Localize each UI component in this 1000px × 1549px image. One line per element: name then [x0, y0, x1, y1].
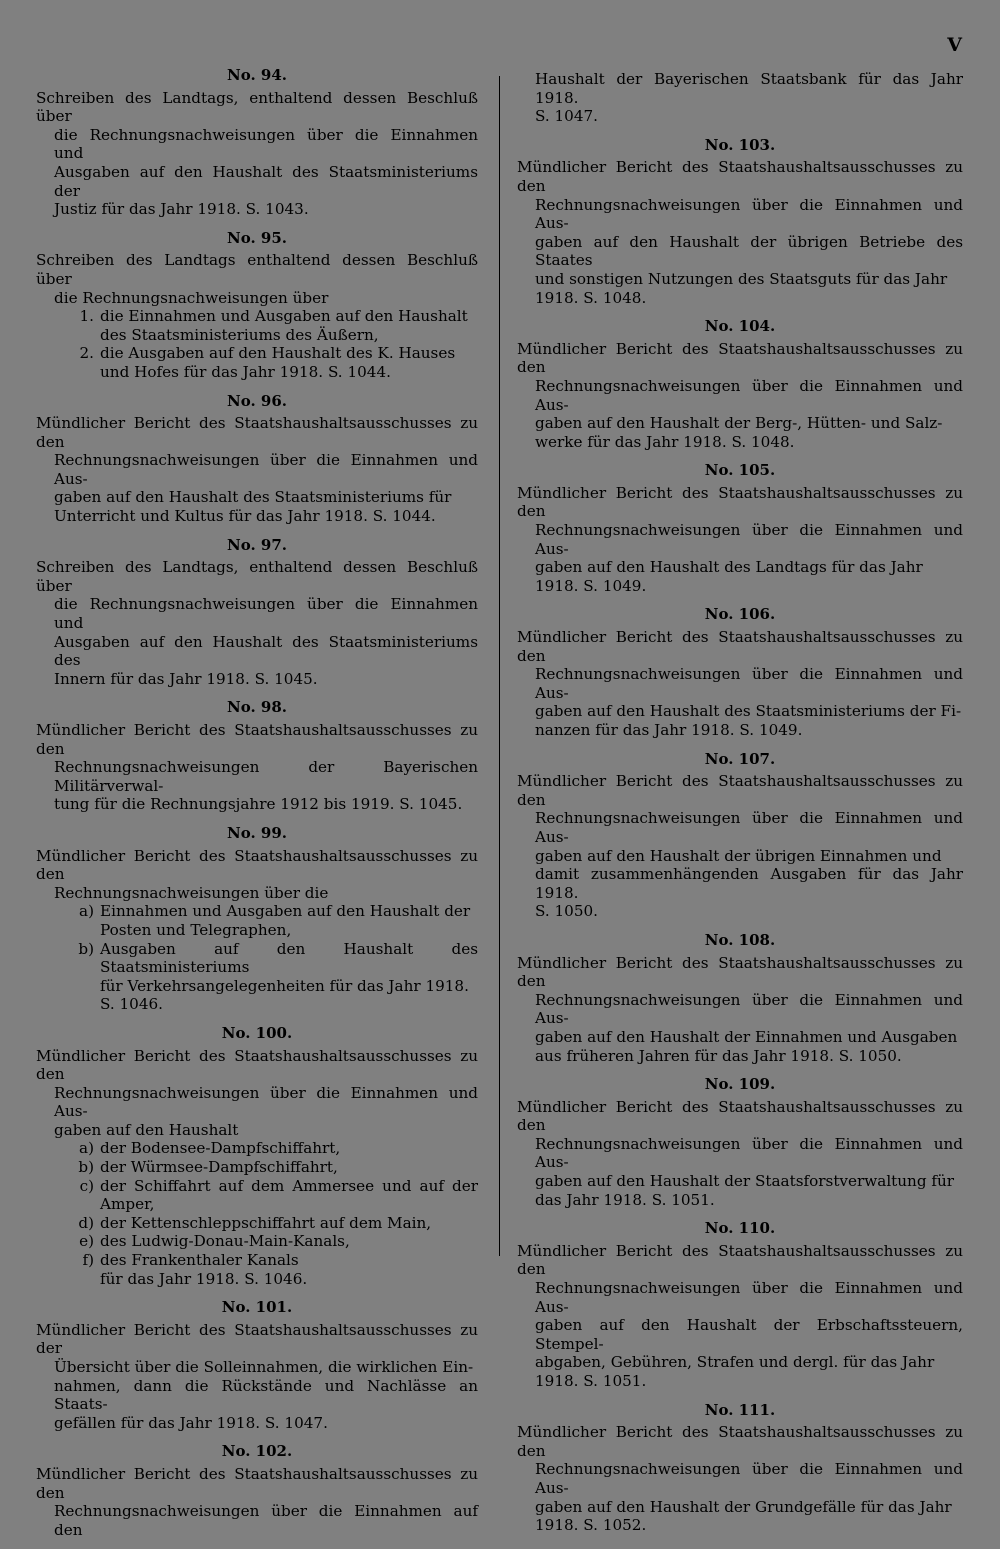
entry [517, 317, 963, 451]
text-line: die Einnahmen und Ausgaben auf den Haushalt [100, 307, 468, 326]
text-line: S. 1046. [100, 995, 163, 1014]
text-line: Rechnungsnachweisungen über die Einnahmen und Aus- [535, 809, 963, 846]
entry [36, 392, 478, 526]
entry [36, 66, 478, 219]
entry-text [517, 772, 963, 921]
text-line: 1918. S. 1051. [535, 1372, 647, 1390]
list-item-label: f) [82, 1251, 94, 1270]
text-line: Mündlicher Bericht des Staatshaushaltsausschusses zu den [36, 846, 478, 884]
list-item-text [100, 902, 478, 939]
list-item-label: 2. [79, 344, 94, 363]
entry-number: No. 107. [704, 749, 776, 768]
text-line: Innern für das Jahr 1918. S. 1045. [54, 669, 318, 688]
list-item [36, 902, 478, 939]
text-line: Ausgaben auf den Haushalt des Staatsministeriums der [54, 162, 478, 200]
list-item [36, 307, 478, 344]
text-line: die Ausgaben auf den Haushalt des K. Hauses [100, 344, 456, 363]
entry-text [517, 1423, 963, 1535]
list-item-label: c) [79, 1176, 94, 1195]
entry [517, 1075, 963, 1209]
list-item-text [100, 1232, 478, 1251]
text-line: die Rechnungsnachweisungen über die Einnahmen und [54, 595, 478, 633]
text-line: gaben auf den Haushalt der Erbschaftssteuern, Stempel- [535, 1316, 963, 1353]
text-line: gaben auf den Haushalt des Staatsministeriums für [54, 488, 452, 507]
entry-text [36, 1465, 478, 1539]
list-item [36, 1177, 478, 1214]
text-line: Rechnungsnachweisungen über die Einnahmen und Aus- [535, 521, 963, 558]
list-item-label: 1. [79, 307, 94, 326]
entry-number: No. 94. [227, 66, 287, 84]
text-line: gaben auf den Haushalt der Einnahmen und Ausgaben [535, 1027, 958, 1046]
text-line: aus früheren Jahren für das Jahr 1918. S. 1050. [535, 1046, 902, 1065]
text-line: die Rechnungsnachweisungen über die Einnahmen und [54, 125, 478, 163]
list-item [36, 1251, 478, 1270]
text-line: Mündlicher Bericht des Staatshaushaltsausschusses zu der [36, 1320, 478, 1358]
text-line: Mündlicher Bericht des Staatshaushaltsausschusses zu den [36, 414, 478, 451]
entry [36, 229, 478, 382]
list-item-label: e) [79, 1232, 94, 1251]
entry-text [36, 1321, 478, 1433]
list-item-label: a) [79, 1139, 94, 1158]
entry-text [517, 484, 963, 596]
list-item-text [100, 1158, 478, 1177]
entry-number: No. 110. [704, 1219, 776, 1238]
text-line: abgaben, Gebühren, Strafen und dergl. für das Jahr [535, 1353, 935, 1372]
entry-text [36, 89, 478, 219]
text-line: werke für das Jahr 1918. S. 1048. [535, 432, 795, 451]
text-line: des Frankenthaler Kanals [100, 1251, 299, 1270]
text-line: die Rechnungsnachweisungen über [54, 288, 329, 307]
left-column [36, 66, 478, 1549]
text-line: Mündlicher Bericht des Staatshaushaltsausschusses zu den [517, 772, 963, 809]
text-line: nanzen für das Jahr 1918. S. 1049. [535, 721, 803, 739]
text-line: Rechnungsnachweisungen über die Einnahmen und Aus- [535, 1460, 963, 1497]
text-line: gaben auf den Haushalt der Grundgefälle für das Jahr [535, 1497, 952, 1516]
text-line: Mündlicher Bericht des Staatshaushaltsausschusses zu den [517, 158, 963, 195]
text-line: gaben auf den Haushalt [54, 1120, 239, 1139]
text-line: Rechnungsnachweisungen über die Einnahmen und Aus- [535, 1279, 963, 1316]
text-line: Rechnungsnachweisungen der Bayerischen Militärverwal- [54, 758, 478, 795]
entry-text [517, 628, 963, 740]
text-line: gaben auf den Haushalt der übrigen Betriebe des Staates [535, 232, 963, 270]
text-line: Mündlicher Bericht des Staatshaushaltsausschusses zu den [517, 953, 963, 991]
text-line: der Schiffahrt auf dem Ammersee und auf der Amper, [100, 1176, 478, 1214]
entry-text [517, 954, 963, 1066]
text-line: Schreiben des Landtags, enthaltend dessen Beschluß über [36, 88, 478, 126]
text-line: nahmen, dann die Rückstände und Nachlässe an Staats- [54, 1376, 478, 1414]
list-item-label: d) [78, 1213, 94, 1232]
text-line: Mündlicher Bericht des Staatshaushaltsausschusses zu den [517, 628, 963, 665]
right-column [517, 70, 963, 1545]
entry [36, 1024, 478, 1288]
text-line: Rechnungsnachweisungen über die Einnahmen und Aus- [535, 990, 963, 1028]
text-line: der Kettenschleppschiffahrt auf dem Main, [100, 1213, 432, 1232]
text-line: der Würmsee-Dampfschiffahrt, [100, 1158, 338, 1177]
text-line: Rechnungsnachweisungen über die Einnahmen und Aus- [54, 1083, 478, 1121]
text-line: gaben auf den Haushalt der Staatsforstverwaltung für [535, 1172, 955, 1191]
list-item [36, 1158, 478, 1177]
text-line: Mündlicher Bericht des Staatshaushaltsausschusses zu den [517, 1097, 963, 1135]
text-line: Rechnungsnachweisungen über die Einnahmen auf den [54, 1502, 478, 1539]
text-line: Haushalt der Bayerischen Staatsbank für das Jahr 1918. [535, 70, 963, 107]
entry-number: No. 98. [227, 698, 287, 717]
list-item-text [100, 307, 478, 344]
text-line: Posten und Telegraphen, [100, 920, 292, 939]
entry-number: No. 100. [221, 1023, 293, 1042]
text-line: Ausgaben auf den Haushalt des Staatsministeriums des [54, 632, 478, 670]
list-item-text [100, 940, 478, 1014]
entry-number: No. 97. [227, 535, 287, 554]
text-line: des Ludwig-Donau-Main-Kanals, [100, 1232, 350, 1251]
text-line: Einnahmen und Ausgaben auf den Haushalt der [100, 902, 471, 921]
text-line: damit zusammenhängenden Ausgaben für das Jahr 1918. [535, 865, 963, 902]
text-line: Mündlicher Bericht des Staatshaushaltsausschusses zu den [517, 1423, 963, 1460]
entry [517, 1401, 963, 1535]
list-item-label: a) [79, 902, 94, 921]
entry [517, 605, 963, 739]
entry-text [36, 1047, 478, 1289]
column-divider [499, 76, 500, 1256]
entry-number: No. 101. [221, 1298, 293, 1317]
entry-text [36, 251, 478, 381]
list-item [36, 940, 478, 1014]
entry [517, 461, 963, 595]
entry [517, 70, 963, 126]
entry-number: No. 109. [704, 1075, 776, 1094]
text-line: gaben auf den Haushalt des Staatsministeriums der Fi- [535, 702, 962, 721]
text-line: und sonstigen Nutzungen des Staatsguts für das Jahr [535, 269, 948, 288]
entry [517, 931, 963, 1065]
entry [36, 824, 478, 1014]
entry-number: No. 95. [227, 228, 287, 247]
text-line: Mündlicher Bericht des Staatshaushaltsausschusses zu den [517, 1241, 963, 1279]
text-line: Unterricht und Kultus für das Jahr 1918. S. 1044. [54, 507, 436, 526]
text-line: Ausgaben auf den Haushalt des Staatsministeriums [100, 939, 478, 977]
text-line: Rechnungsnachweisungen über die Einnahmen und Aus- [535, 1134, 963, 1172]
text-line: das Jahr 1918. S. 1051. [535, 1190, 715, 1209]
entry-text [517, 158, 963, 307]
text-line: gaben auf den Haushalt des Landtags für das Jahr [535, 558, 923, 577]
list-item [36, 1139, 478, 1158]
entry-number: No. 111. [704, 1400, 776, 1419]
entry-text [36, 847, 478, 1014]
text-line: Mündlicher Bericht des Staatshaushaltsausschusses zu den [517, 339, 963, 377]
text-line: der Bodensee-Dampfschiffahrt, [100, 1139, 341, 1158]
list-item-text [100, 1139, 478, 1158]
entry [517, 750, 963, 921]
entry [36, 1298, 478, 1432]
text-line: Rechnungsnachweisungen über die Einnahmen und Aus- [535, 376, 963, 414]
entry [36, 698, 478, 814]
entry-text [36, 558, 478, 688]
list-item [36, 344, 478, 381]
entry-number: No. 99. [227, 823, 287, 842]
text-line: Schreiben des Landtags enthaltend dessen Beschluß über [36, 251, 478, 288]
text-line: Mündlicher Bericht des Staatshaushaltsausschusses zu den [517, 483, 963, 521]
list-item-text [100, 1177, 478, 1214]
entry [36, 536, 478, 689]
entry-text [517, 1098, 963, 1210]
text-line: gaben auf den Haushalt der Berg-, Hütten- und Salz- [535, 414, 943, 433]
list-item [36, 1214, 478, 1233]
text-line: des Staatsministeriums des Äußern, [100, 325, 379, 344]
entry-number: No. 96. [227, 391, 287, 410]
text-line: Mündlicher Bericht des Staatshaushaltsausschusses zu den [36, 1046, 478, 1084]
list-item [36, 1232, 478, 1251]
list-item-text [100, 1251, 478, 1270]
entry-number: No. 108. [704, 930, 776, 949]
entry-number: No. 104. [704, 317, 776, 336]
text-line: gaben auf den Haushalt der übrigen Einnahmen und [535, 846, 942, 865]
text-line: Schreiben des Landtags, enthaltend dessen Beschluß über [36, 558, 478, 595]
entry-number: No. 102. [221, 1442, 293, 1461]
text-line: S. 1050. [535, 902, 598, 921]
page-number: V [947, 34, 962, 56]
entry [36, 1442, 478, 1539]
entry-number: No. 106. [704, 605, 776, 624]
text-line: tung für die Rechnungsjahre 1912 bis 1919. S. 1045. [54, 795, 463, 814]
list-item-text [100, 1214, 478, 1233]
entry-text [517, 1242, 963, 1391]
text-line: Rechnungsnachweisungen über die Einnahmen und Aus- [535, 195, 963, 233]
text-line: 1918. S. 1049. [535, 576, 647, 595]
text-line: Rechnungsnachweisungen über die [54, 883, 329, 902]
entry-text [36, 721, 478, 814]
list-item-text [100, 344, 478, 381]
text-line: Rechnungsnachweisungen über die Einnahmen und Aus- [535, 665, 963, 702]
entry-text [517, 340, 963, 452]
entry [517, 1219, 963, 1390]
text-line: 1918. S. 1048. [535, 288, 647, 307]
text-line: Rechnungsnachweisungen über die Einnahmen und Aus- [54, 451, 478, 488]
entry-number: No. 105. [704, 461, 776, 480]
text-line: und Hofes für das Jahr 1918. S. 1044. [100, 362, 391, 381]
list-item-label: b) [78, 1158, 94, 1177]
text-line: 1918. S. 1052. [535, 1516, 647, 1535]
text-line: Justiz für das Jahr 1918. S. 1043. [54, 200, 309, 219]
text-line: Mündlicher Bericht des Staatshaushaltsausschusses zu den [36, 721, 478, 758]
text-line: für Verkehrsangelegenheiten für das Jahr 1918. [100, 976, 469, 995]
entry-text [36, 414, 478, 526]
entry-text [517, 70, 963, 126]
text-line: S. 1047. [535, 107, 598, 126]
entry [517, 136, 963, 307]
entry-number: No. 103. [704, 135, 776, 154]
text-line: für das Jahr 1918. S. 1046. [100, 1269, 308, 1288]
text-line: Übersicht über die Solleinnahmen, die wirklichen Ein- [54, 1358, 474, 1376]
list-item-label: b) [78, 939, 94, 958]
text-line: gefällen für das Jahr 1918. S. 1047. [54, 1413, 328, 1432]
text-line: Mündlicher Bericht des Staatshaushaltsausschusses zu den [36, 1464, 478, 1502]
